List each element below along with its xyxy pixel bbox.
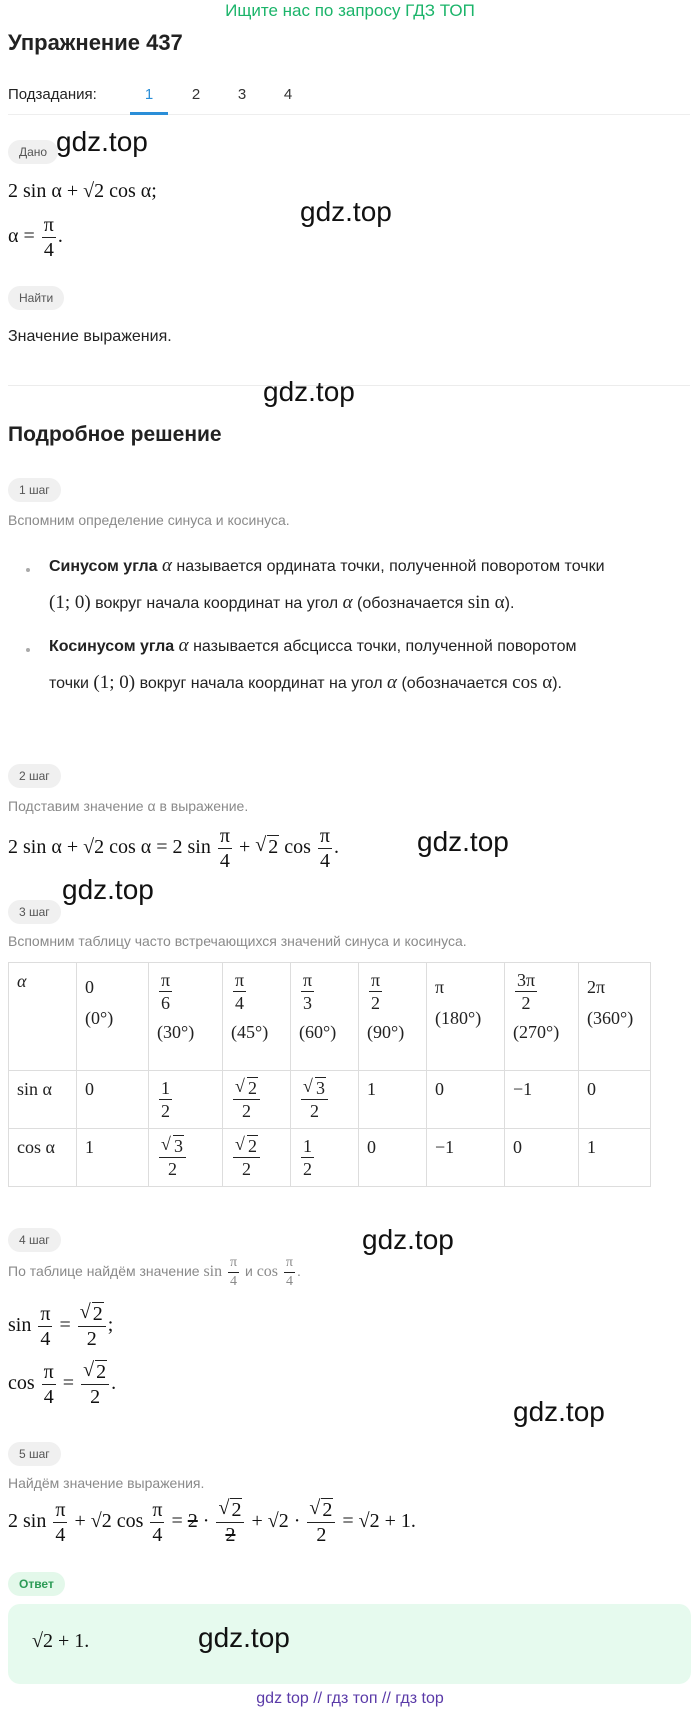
trig-table-wrap bbox=[8, 962, 651, 1187]
given-expression: 2 sin α + √2 cos α; bbox=[8, 180, 157, 202]
table-cell-value: 1 bbox=[85, 1137, 94, 1157]
table-row bbox=[9, 1071, 651, 1129]
watermark: gdz.top bbox=[300, 196, 392, 227]
table-cell-fraction: $\frac{1}{2}$ bbox=[303, 1136, 312, 1179]
table-header-cell bbox=[77, 963, 149, 1071]
table-header-cell bbox=[359, 963, 427, 1071]
promo-banner[interactable]: Ищите нас по запросу ГДЗ ТОП bbox=[225, 1, 475, 20]
subtask-tab-2[interactable]: 2 bbox=[191, 86, 201, 103]
step5-intro: Найдём значение выражения. bbox=[8, 1475, 205, 1491]
given-alpha-fraction: $\frac{\pi}{4}$ bbox=[43, 214, 54, 261]
table-cell-value: −1 bbox=[513, 1079, 533, 1099]
table-cell bbox=[359, 1071, 427, 1129]
table-cell-fraction: $\frac{3\pi}{2}$ bbox=[517, 970, 536, 1013]
table-cell bbox=[505, 1129, 579, 1187]
table-cell-value: 1 bbox=[367, 1079, 376, 1099]
table-header-cell bbox=[427, 963, 505, 1071]
table-cell bbox=[77, 1129, 149, 1187]
solution-heading: Подробное решение bbox=[8, 423, 222, 446]
definition-cosine: Косинусом угла α называется абсцисса точки, полученной поворотом точки (1; 0) вокруг начала координат на угол α (обозначается cos α). bbox=[49, 635, 577, 693]
table-cell-value: 0 bbox=[85, 1079, 94, 1099]
footer-links[interactable]: gdz top // гдз топ // гдз top bbox=[256, 1690, 444, 1707]
step1-intro: Вспомним определение синуса и косинуса. bbox=[8, 512, 290, 528]
step2-formula: 2 sin α + √2 cos α = 2 sin $\frac{\pi}{4}$ + √ 2 cos $\frac{\pi}{4}$ . bbox=[8, 826, 339, 871]
watermark: gdz.top bbox=[56, 126, 148, 157]
subtask-tab-3[interactable]: 3 bbox=[237, 86, 247, 103]
table-header-cell bbox=[505, 963, 579, 1071]
table-cell bbox=[579, 1071, 651, 1129]
watermark: gdz.top bbox=[62, 874, 154, 905]
watermark: gdz.top bbox=[198, 1622, 290, 1653]
table-cell-fraction: $\frac{\pi}{4}$ bbox=[235, 970, 245, 1013]
table-cell-degrees: (270°) bbox=[513, 1022, 560, 1042]
subtasks-divider bbox=[8, 114, 690, 115]
answer-chip: Ответ bbox=[8, 1572, 65, 1596]
step4-cos: cos $\frac{\pi}{4}$ = √ $\frac{2}{2}$ . bbox=[8, 1362, 116, 1407]
watermark: gdz.top bbox=[263, 376, 355, 407]
table-header-cell bbox=[149, 963, 223, 1071]
table-cell bbox=[77, 1071, 149, 1129]
table-cell-value: 0 bbox=[435, 1079, 444, 1099]
step3-intro: Вспомним таблицу часто встречающихся значений синуса и косинуса. bbox=[8, 933, 467, 949]
step5-chip: 5 шаг bbox=[8, 1442, 61, 1466]
table-cell-value: 0 bbox=[513, 1137, 522, 1157]
bullet-dot bbox=[26, 648, 30, 652]
table-cell bbox=[427, 1071, 505, 1129]
bullet-dot bbox=[26, 568, 30, 572]
subtasks-label: Подзадания: bbox=[8, 86, 97, 103]
table-cell-degrees: (360°) bbox=[587, 1008, 634, 1028]
given-chip: Дано bbox=[8, 140, 58, 164]
table-cell-value: 0 bbox=[85, 977, 94, 997]
answer-box bbox=[8, 1604, 691, 1684]
step4-chip: 4 шаг bbox=[8, 1228, 61, 1252]
table-cell-fraction: $\frac{\pi}{3}$ bbox=[303, 970, 313, 1013]
find-chip: Найти bbox=[8, 286, 64, 310]
table-cell-value: −1 bbox=[435, 1137, 455, 1157]
table-cell bbox=[291, 1129, 359, 1187]
table-cell bbox=[427, 1129, 505, 1187]
table-cell-fraction: $\frac{1}{2}$ bbox=[161, 1078, 170, 1121]
table-cell bbox=[149, 1129, 223, 1187]
step1-chip: 1 шаг bbox=[8, 478, 61, 502]
table-row bbox=[9, 1129, 651, 1187]
table-cell-degrees: (30°) bbox=[157, 1022, 195, 1042]
table-cell bbox=[223, 1071, 291, 1129]
table-cell-degrees: (60°) bbox=[299, 1022, 337, 1042]
table-cell-value: 1 bbox=[587, 1137, 596, 1157]
watermark: gdz.top bbox=[513, 1396, 605, 1427]
table-cell-degrees: (45°) bbox=[231, 1022, 269, 1042]
watermark: gdz.top bbox=[362, 1224, 454, 1255]
step2-chip: 2 шаг bbox=[8, 764, 61, 788]
step4-intro: По таблице найдём значение sin $\frac{\pi}{4}$ и cos $\frac{\pi}{4}$ . bbox=[8, 1255, 301, 1289]
given-alpha: α = $\frac{\pi}{4}$ . bbox=[8, 214, 63, 261]
table-cell bbox=[291, 1071, 359, 1129]
table-row bbox=[9, 963, 651, 1071]
table-header-cell bbox=[223, 963, 291, 1071]
table-row-label: cos α bbox=[9, 1129, 77, 1187]
table-header-cell bbox=[291, 963, 359, 1071]
table-cell-value: 2π bbox=[587, 977, 606, 997]
table-header-alpha: α bbox=[9, 963, 77, 1071]
subtask-active-indicator bbox=[130, 112, 168, 115]
step3-chip: 3 шаг bbox=[8, 900, 61, 924]
step4-sin: sin $\frac{\pi}{4}$ = √ $\frac{2}{2}$ ; bbox=[8, 1304, 113, 1349]
table-cell-degrees: (90°) bbox=[367, 1022, 405, 1042]
table-cell-fraction: √ $\frac{2}{2}$ bbox=[233, 1079, 260, 1120]
answer-value: √2 + 1. bbox=[32, 1630, 90, 1652]
trig-table bbox=[8, 962, 651, 1187]
table-cell bbox=[223, 1129, 291, 1187]
table-cell-fraction: √ $\frac{2}{2}$ bbox=[233, 1137, 260, 1178]
table-cell-value: 0 bbox=[587, 1079, 596, 1099]
find-text: Значение выражения. bbox=[8, 328, 172, 345]
table-cell-fraction: √ $\frac{3}{2}$ bbox=[301, 1079, 328, 1120]
subtask-tab-1[interactable]: 1 bbox=[144, 86, 154, 103]
table-cell-degrees: (0°) bbox=[85, 1008, 114, 1028]
table-cell-fraction: $\frac{\pi}{6}$ bbox=[161, 970, 171, 1013]
table-cell-degrees: (180°) bbox=[435, 1008, 482, 1028]
table-cell-fraction: √ $\frac{3}{2}$ bbox=[159, 1137, 186, 1178]
table-cell-fraction: $\frac{\pi}{2}$ bbox=[371, 970, 381, 1013]
step5-formula: 2 sin $\frac{\pi}{4}$ + √2 cos $\frac{\pi}{4}$ = 2 · √ $\frac{2}{2}$ + √2 · √ $\frac{2}{2}$ = √2 + 1. bbox=[8, 1500, 416, 1545]
page-title: Упражнение 437 bbox=[8, 30, 183, 55]
table-row-label: sin α bbox=[9, 1071, 77, 1129]
subtask-tab-4[interactable]: 4 bbox=[283, 86, 293, 103]
definition-sine: Синусом угла α называется ордината точки, полученной поворотом точки (1; 0) вокруг начала координат на угол α (обозначается sin α). bbox=[49, 555, 605, 613]
table-cell bbox=[505, 1071, 579, 1129]
step2-intro: Подставим значение α в выражение. bbox=[8, 798, 249, 814]
table-header-cell bbox=[579, 963, 651, 1071]
table-cell-value: 0 bbox=[367, 1137, 376, 1157]
given-alpha-lhs: α = bbox=[8, 225, 35, 248]
watermark: gdz.top bbox=[417, 826, 509, 857]
table-cell bbox=[579, 1129, 651, 1187]
table-cell bbox=[149, 1071, 223, 1129]
table-cell-value: π bbox=[435, 977, 445, 997]
table-cell bbox=[359, 1129, 427, 1187]
